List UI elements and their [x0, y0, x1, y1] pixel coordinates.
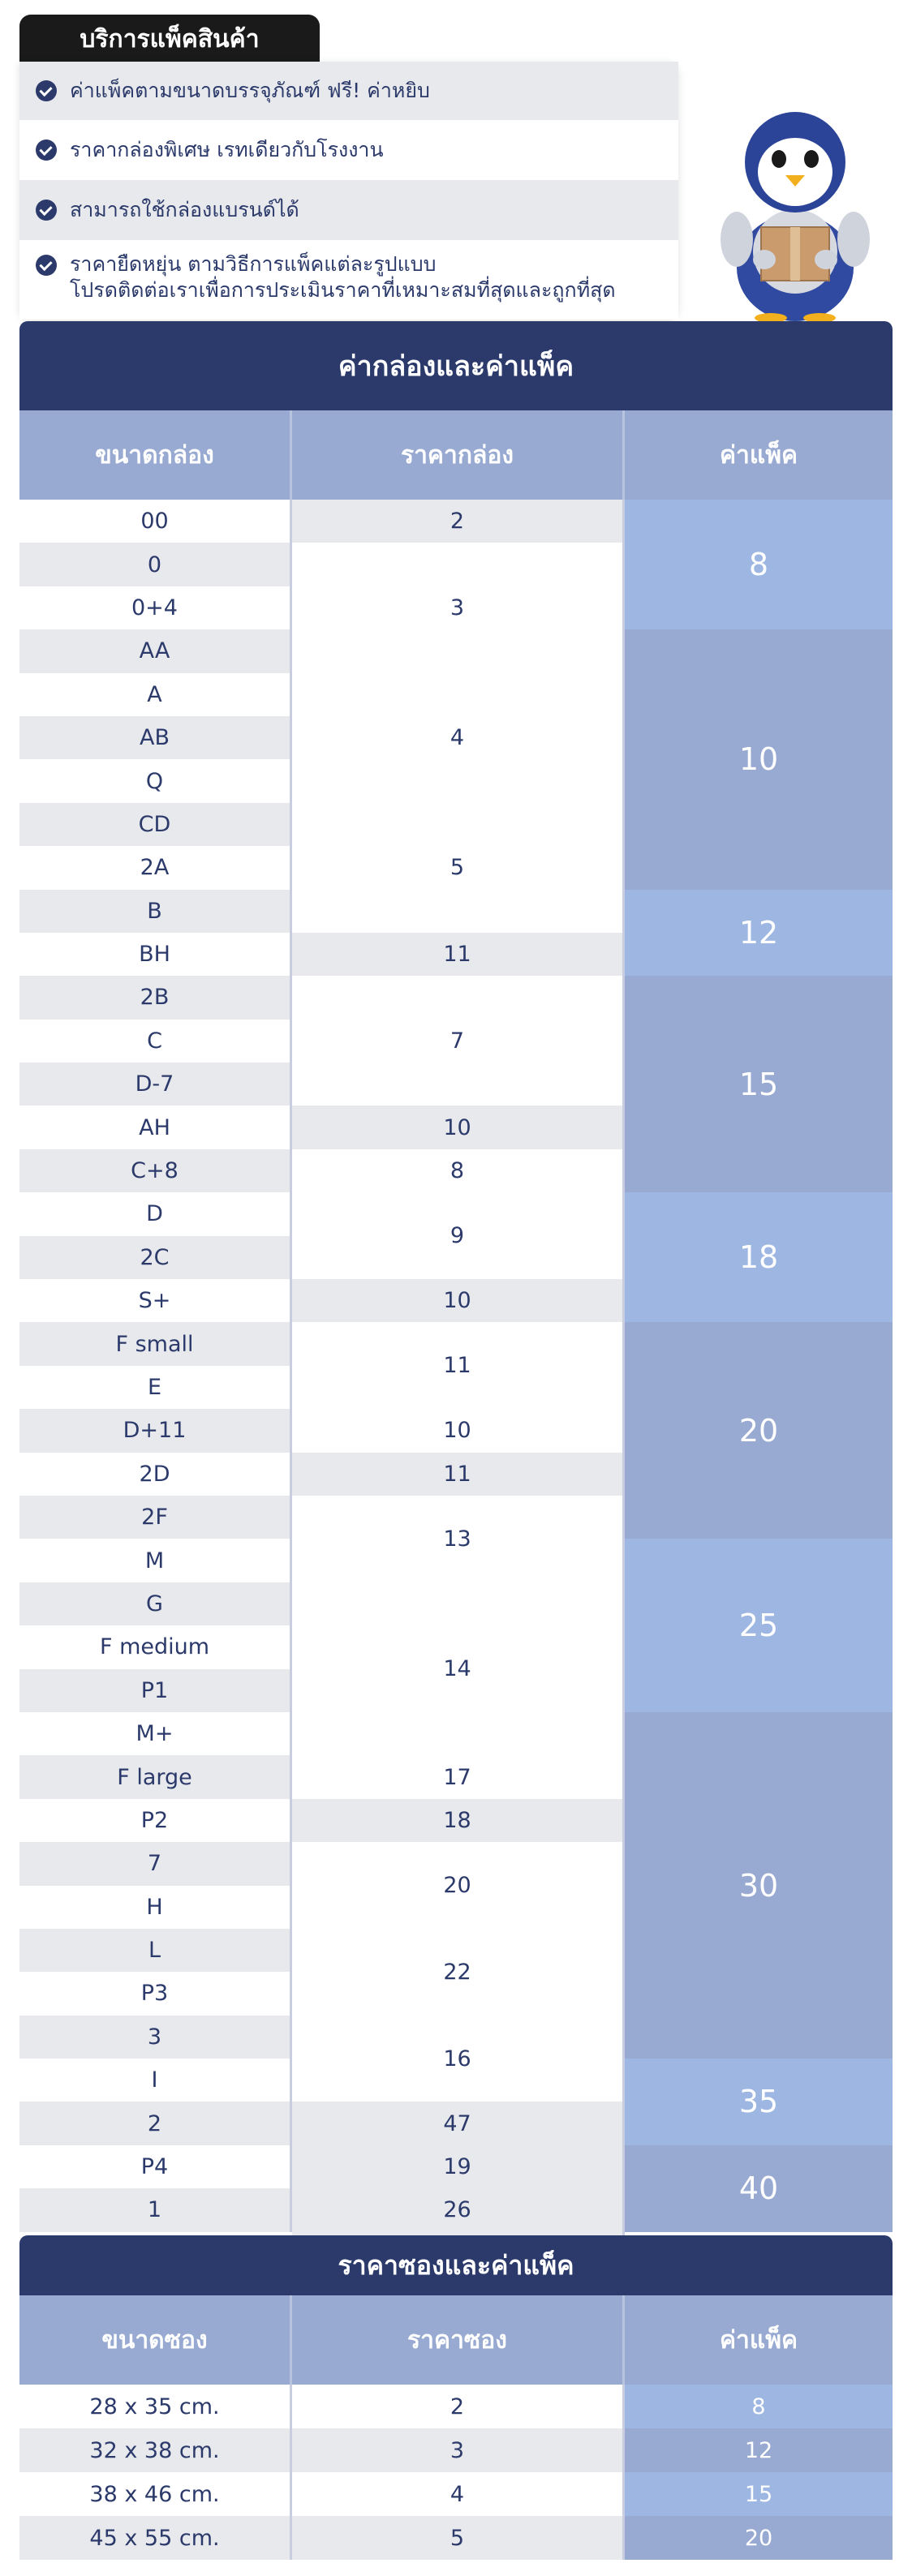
box-size-cell: 3 — [19, 2016, 292, 2059]
box-price-cell: 4 — [292, 673, 625, 803]
feature-text: ค่าแพ็คตามขนาดบรรจุภัณฑ์ ฟรี! ค่าหยิบ — [70, 79, 430, 102]
feature-text: ราคากล่องพิเศษ เรทเดียวกับโรงงาน — [70, 138, 384, 161]
box-size-cell: E — [19, 1366, 292, 1409]
box-size-cell: BH — [19, 933, 292, 976]
box-size-cell: C+8 — [19, 1149, 292, 1192]
envelope-price-cell: 2 — [292, 2385, 625, 2428]
box-size-cell: 2B — [19, 976, 292, 1019]
box-price-cell: 5 — [292, 803, 625, 933]
box-table-title: ค่ากล่องและค่าแพ็ค — [19, 321, 893, 410]
box-size-cell: D — [19, 1192, 292, 1235]
box-size-cell: F large — [19, 1755, 292, 1798]
box-price-cell: 19 — [292, 2145, 625, 2188]
box-price-cell: 3 — [292, 543, 625, 672]
box-size-cell: H — [19, 1886, 292, 1929]
box-price-cell: 22 — [292, 1929, 625, 2016]
box-size-cell: 7 — [19, 1842, 292, 1885]
pack-fee-cell: 25 — [625, 1539, 893, 1712]
header-box-price: ราคากล่อง — [292, 410, 625, 500]
box-price-cell: 16 — [292, 2016, 625, 2102]
pack-fee-cell: 18 — [625, 1192, 893, 1322]
box-size-cell: 2F — [19, 1496, 292, 1539]
pack-fee-cell: 40 — [625, 2145, 893, 2232]
feature-item — [19, 120, 678, 180]
envelope-size-cell: 28 x 35 cm. — [19, 2385, 292, 2428]
check-circle-icon — [36, 255, 57, 276]
check-circle-icon — [36, 80, 57, 101]
box-price-cell: 2 — [292, 500, 625, 543]
box-price-cell: 10 — [292, 1279, 625, 1322]
header-envelope-size: ขนาดซอง — [19, 2295, 292, 2385]
box-price-cell: 11 — [292, 933, 625, 976]
box-size-cell: AB — [19, 716, 292, 759]
feature-item — [19, 180, 678, 240]
box-size-cell: C — [19, 1020, 292, 1063]
envelope-pack-fee-cell: 20 — [625, 2516, 893, 2560]
box-size-cell: M+ — [19, 1712, 292, 1755]
box-size-cell: 2D — [19, 1453, 292, 1496]
box-size-cell: 0 — [19, 543, 292, 586]
box-size-cell: I — [19, 2059, 292, 2102]
envelope-pack-fee-cell: 12 — [625, 2428, 893, 2472]
pack-fee-cell: 30 — [625, 1712, 893, 2059]
box-price-cell: 10 — [292, 1409, 625, 1452]
box-size-cell: 2C — [19, 1236, 292, 1279]
envelope-table-header — [19, 2295, 893, 2385]
box-size-cell: A — [19, 673, 292, 716]
box-price-cell: 7 — [292, 976, 625, 1106]
envelope-price-cell: 4 — [292, 2472, 625, 2516]
feature-item — [19, 240, 678, 320]
feature-list — [19, 62, 678, 320]
box-price-cell: 13 — [292, 1496, 625, 1582]
envelope-size-cell: 45 x 55 cm. — [19, 2516, 292, 2560]
pack-fee-cell: 20 — [625, 1322, 893, 1539]
box-price-cell: 20 — [292, 1842, 625, 1929]
box-size-cell: M — [19, 1539, 292, 1582]
box-size-cell: F small — [19, 1322, 292, 1365]
feature-item — [19, 62, 678, 120]
pack-fee-cell: 35 — [625, 2059, 893, 2145]
envelope-size-cell: 38 x 46 cm. — [19, 2472, 292, 2516]
box-size-cell: AA — [19, 629, 292, 672]
pack-fee-cell: 12 — [625, 890, 893, 977]
envelope-table-body — [19, 2385, 893, 2560]
header-envelope-price: ราคาซอง — [292, 2295, 625, 2385]
pack-fee-cell: 15 — [625, 976, 893, 1192]
check-circle-icon — [36, 200, 57, 221]
service-title: บริการแพ็คสินค้า — [19, 15, 320, 63]
box-size-cell: Q — [19, 759, 292, 802]
box-size-cell: G — [19, 1582, 292, 1625]
box-price-cell: 14 — [292, 1582, 625, 1756]
envelope-pack-table — [19, 2235, 893, 2560]
penguin-mascot-with-box-icon — [714, 105, 876, 324]
box-size-cell: 00 — [19, 500, 292, 543]
box-size-cell: 2 — [19, 2102, 292, 2145]
box-size-cell: S+ — [19, 1279, 292, 1322]
box-price-cell: 11 — [292, 1322, 625, 1409]
box-size-cell: P3 — [19, 1972, 292, 2015]
box-price-cell: 11 — [292, 1453, 625, 1496]
feature-text: ราคายืดหยุ่น ตามวิธีการแพ็คแต่ละรูปแบบ โปรดติดต่อเราเพื่อการประเมินราคาที่เหมาะสมที่สุดและถูกที่สุด — [70, 252, 616, 302]
box-size-cell: P4 — [19, 2145, 292, 2188]
envelope-price-cell: 5 — [292, 2516, 625, 2560]
box-price-cell: 10 — [292, 1106, 625, 1148]
feature-text: สามารถใช้กล่องแบรนด์ได้ — [70, 198, 299, 221]
box-size-cell: AH — [19, 1106, 292, 1148]
box-size-cell: D-7 — [19, 1063, 292, 1106]
box-pack-table — [19, 321, 893, 2232]
envelope-pack-fee-cell: 8 — [625, 2385, 893, 2428]
box-size-cell: P2 — [19, 1799, 292, 1842]
box-size-cell: B — [19, 890, 292, 933]
box-price-cell: 18 — [292, 1799, 625, 1842]
pack-fee-cell: 8 — [625, 500, 893, 629]
envelope-size-cell: 32 x 38 cm. — [19, 2428, 292, 2472]
box-size-cell: CD — [19, 803, 292, 846]
envelope-table-title: ราคาซองและค่าแพ็ค — [19, 2235, 893, 2295]
box-size-cell: P1 — [19, 1669, 292, 1712]
header-envelope-pack-fee: ค่าแพ็ค — [625, 2295, 893, 2385]
box-size-cell: 0+4 — [19, 586, 292, 629]
box-size-cell: 2A — [19, 846, 292, 889]
header-pack-fee: ค่าแพ็ค — [625, 410, 893, 500]
envelope-pack-fee-cell: 15 — [625, 2472, 893, 2516]
box-size-cell: 1 — [19, 2188, 292, 2231]
check-circle-icon — [36, 140, 57, 161]
box-price-cell: 9 — [292, 1192, 625, 1279]
box-size-cell: L — [19, 1929, 292, 1972]
box-size-cell: F medium — [19, 1625, 292, 1668]
pack-fee-cell: 10 — [625, 629, 893, 889]
box-price-cell: 47 — [292, 2102, 625, 2145]
box-table-header — [19, 410, 893, 500]
box-size-cell: D+11 — [19, 1409, 292, 1452]
box-price-cell: 8 — [292, 1149, 625, 1192]
box-price-cell: 17 — [292, 1755, 625, 1798]
box-table-body — [19, 500, 893, 2257]
header-box-size: ขนาดกล่อง — [19, 410, 292, 500]
box-price-cell: 26 — [292, 2188, 625, 2231]
envelope-price-cell: 3 — [292, 2428, 625, 2472]
